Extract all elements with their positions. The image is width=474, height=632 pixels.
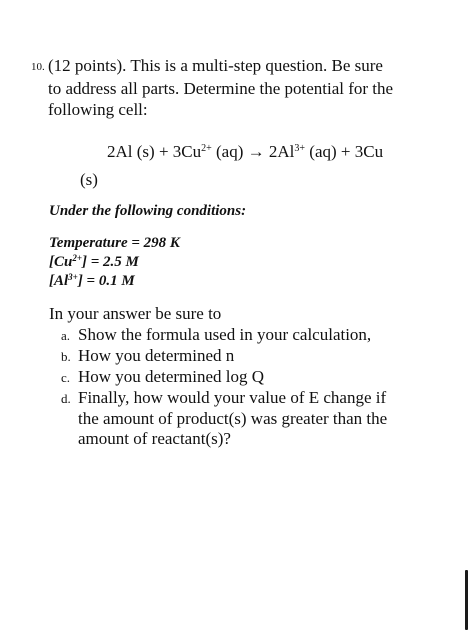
al-conc-prefix: [Al — [49, 273, 69, 289]
question-line-2: to address all parts. Determine the potential for the — [48, 79, 394, 98]
question-line-1 — [31, 55, 441, 78]
answer-list — [61, 325, 421, 449]
list-item-letter: a. — [61, 328, 71, 343]
equation-products: (aq) + 3Cu — [305, 142, 384, 161]
al-ion-charge: 3+ — [294, 143, 306, 154]
question-line-3: following cell: — [48, 100, 148, 119]
condition-al-concentration — [49, 272, 180, 291]
list-item-letter: c. — [61, 370, 71, 385]
condition-cu-concentration — [49, 253, 180, 272]
list-item-text: Show the formula used in your calculation, — [78, 325, 372, 344]
question-block — [31, 55, 441, 120]
list-item-text: Finally, how would your value of E change if — [78, 388, 387, 407]
answer-heading: In your answer be sure to — [49, 304, 222, 323]
cell-reaction-equation — [107, 142, 383, 162]
list-item — [61, 367, 421, 388]
list-item-text: How you determined log Q — [78, 367, 265, 386]
conditions-list — [49, 234, 180, 291]
scrollbar[interactable] — [465, 570, 468, 630]
al-conc-charge: 3+ — [68, 272, 78, 282]
question-text-1: (12 points). This is a multi-step question. Be sure — [48, 56, 383, 75]
list-item — [61, 388, 421, 409]
cu-ion-charge: 2+ — [201, 143, 212, 154]
al-conc-value: ] = 0.1 M — [77, 273, 135, 289]
equation-reactants: 2Al (s) + 3Cu — [107, 142, 202, 161]
list-item-text: How you determined n — [78, 346, 235, 365]
list-item — [61, 346, 421, 367]
list-item-letter: b. — [61, 349, 71, 364]
equation-middle: (aq) → 2Al — [211, 142, 295, 161]
condition-temperature: Temperature = 298 K — [49, 235, 180, 251]
conditions-heading: Under the following conditions: — [49, 203, 247, 219]
cu-conc-value: ] = 2.5 M — [81, 254, 139, 270]
cu-conc-prefix: [Cu — [49, 254, 73, 270]
list-item-continuation: the amount of product(s) was greater than the — [78, 409, 388, 428]
cu-conc-charge: 2+ — [72, 253, 82, 263]
question-number: 10. — [31, 61, 45, 73]
equation-state-continuation: (s) — [80, 170, 98, 189]
list-item-letter: d. — [61, 391, 71, 406]
list-item — [61, 325, 421, 346]
list-item-continuation: amount of reactant(s)? — [78, 429, 231, 448]
